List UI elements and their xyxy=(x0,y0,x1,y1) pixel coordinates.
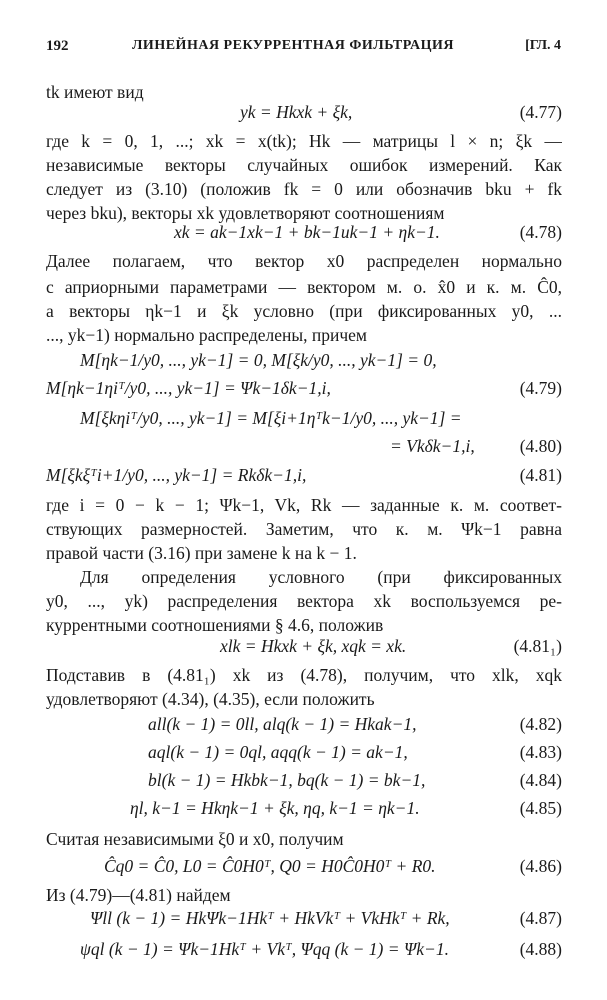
text-line: Считая независимыми ξ0 и x0, получим xyxy=(46,829,344,849)
page-number: 192 xyxy=(46,38,69,54)
text-line: Подставив в (4.81₁) xk из (4.78), получим, что xlk, xqk xyxy=(46,665,562,685)
equation: M[ηk−1/y0, ..., yk−1] = 0, M[ξk/y0, ..., yk−1] = 0, xyxy=(80,350,437,370)
equation-number: (4.87) xyxy=(519,908,562,928)
equation-number: (4.78) xyxy=(519,222,562,242)
equation: M[ηk−1ηiᵀ/y0, ..., yk−1] = Ψk−1δk−1,i, xyxy=(46,378,331,398)
equation-number: (4.80) xyxy=(519,436,562,456)
text-line: y0, ..., yk) распределения вектора xk воспользуемся ре- xyxy=(46,591,562,611)
text-line: где k = 0, 1, ...; xk = x(tk); Hk — матрицы l × n; ξk — xyxy=(46,131,562,151)
text-line: ствующих размерностей. Заметим, что к. м. Ψk−1 равна xyxy=(46,519,562,539)
text-line: следует из (3.10) (положив fk = 0 или обозначив bku + fk xyxy=(46,179,562,199)
equation-number: (4.81) xyxy=(519,465,562,485)
equation-number: (4.79) xyxy=(519,378,562,398)
equation-number: (4.81₁) xyxy=(513,636,562,656)
equation: M[ξkξᵀi+1/y0, ..., yk−1] = Rkδk−1,i, xyxy=(46,465,307,485)
equation: M[ξkηiᵀ/y0, ..., yk−1] = M[ξi+1ηᵀk−1/y0, ..., yk−1] = xyxy=(80,408,462,428)
text-line: а векторы ηk−1 и ξk условно (при фиксированных y0, ... xyxy=(46,301,562,321)
chapter-label: [ГЛ. 4 xyxy=(525,38,561,53)
equation: Ψll (k − 1) = HkΨk−1Hkᵀ + HkVkᵀ + VkHkᵀ + Rk, xyxy=(90,908,450,928)
equation: xlk = Hkxk + ξk, xqk = xk. xyxy=(220,636,407,656)
equation-number: (4.82) xyxy=(519,714,562,734)
equation-number: (4.86) xyxy=(519,856,562,876)
text-line: через bku), векторы xk удовлетворяют соотношениям xyxy=(46,203,445,223)
text-line: Для определения условного (при фиксированных xyxy=(80,567,562,587)
equation-number: (4.85) xyxy=(519,798,562,818)
equation: ψql (k − 1) = Ψk−1Hkᵀ + Vkᵀ, Ψqq (k − 1) = Ψk−1. xyxy=(80,939,449,959)
equation: aql(k − 1) = 0ql, aqq(k − 1) = ak−1, xyxy=(148,742,408,762)
running-title: ЛИНЕЙНАЯ РЕКУРРЕНТНАЯ ФИЛЬТРАЦИЯ xyxy=(132,38,455,53)
equation: ηl, k−1 = Hkηk−1 + ξk, ηq, k−1 = ηk−1. xyxy=(130,798,420,818)
equation-number: (4.88) xyxy=(519,939,562,959)
text-line: правой части (3.16) при замене k на k − 1. xyxy=(46,543,357,563)
text-line: где i = 0 − k − 1; Ψk−1, Vk, Rk — заданные к. м. соответ- xyxy=(46,495,562,515)
text-line: ..., yk−1) нормально распределены, причем xyxy=(46,325,367,345)
equation-number: (4.83) xyxy=(519,742,562,762)
text-line: удовлетворяют (4.34), (4.35), если положить xyxy=(46,689,375,709)
equation-number: (4.77) xyxy=(519,102,562,122)
equation: = Vkδk−1,i, xyxy=(390,436,475,456)
text-line: независимые векторы случайных ошибок измерений. Как xyxy=(46,155,562,175)
equation-number: (4.84) xyxy=(519,770,562,790)
running-header xyxy=(46,38,561,60)
equation: Ĉq0 = Ĉ0, L0 = Ĉ0H0ᵀ, Q0 = H0Ĉ0H0ᵀ + R0. xyxy=(104,856,436,876)
text-line: Далее полагаем, что вектор x0 распределен нормально xyxy=(46,251,562,271)
equation: all(k − 1) = 0ll, alq(k − 1) = Hkak−1, xyxy=(148,714,417,734)
text-line: Из (4.79)—(4.81) найдем xyxy=(46,885,231,905)
text-line: куррентными соотношениями § 4.6, положив xyxy=(46,615,384,635)
equation: xk = ak−1xk−1 + bk−1uk−1 + ηk−1. xyxy=(174,222,440,242)
text-line: с априорными параметрами — вектором м. о. x̂0 и к. м. Ĉ0, xyxy=(46,277,562,297)
equation: bl(k − 1) = Hkbk−1, bq(k − 1) = bk−1, xyxy=(148,770,426,790)
equation: yk = Hkxk + ξk, xyxy=(240,102,353,122)
text-line: tk имеют вид xyxy=(46,82,144,102)
